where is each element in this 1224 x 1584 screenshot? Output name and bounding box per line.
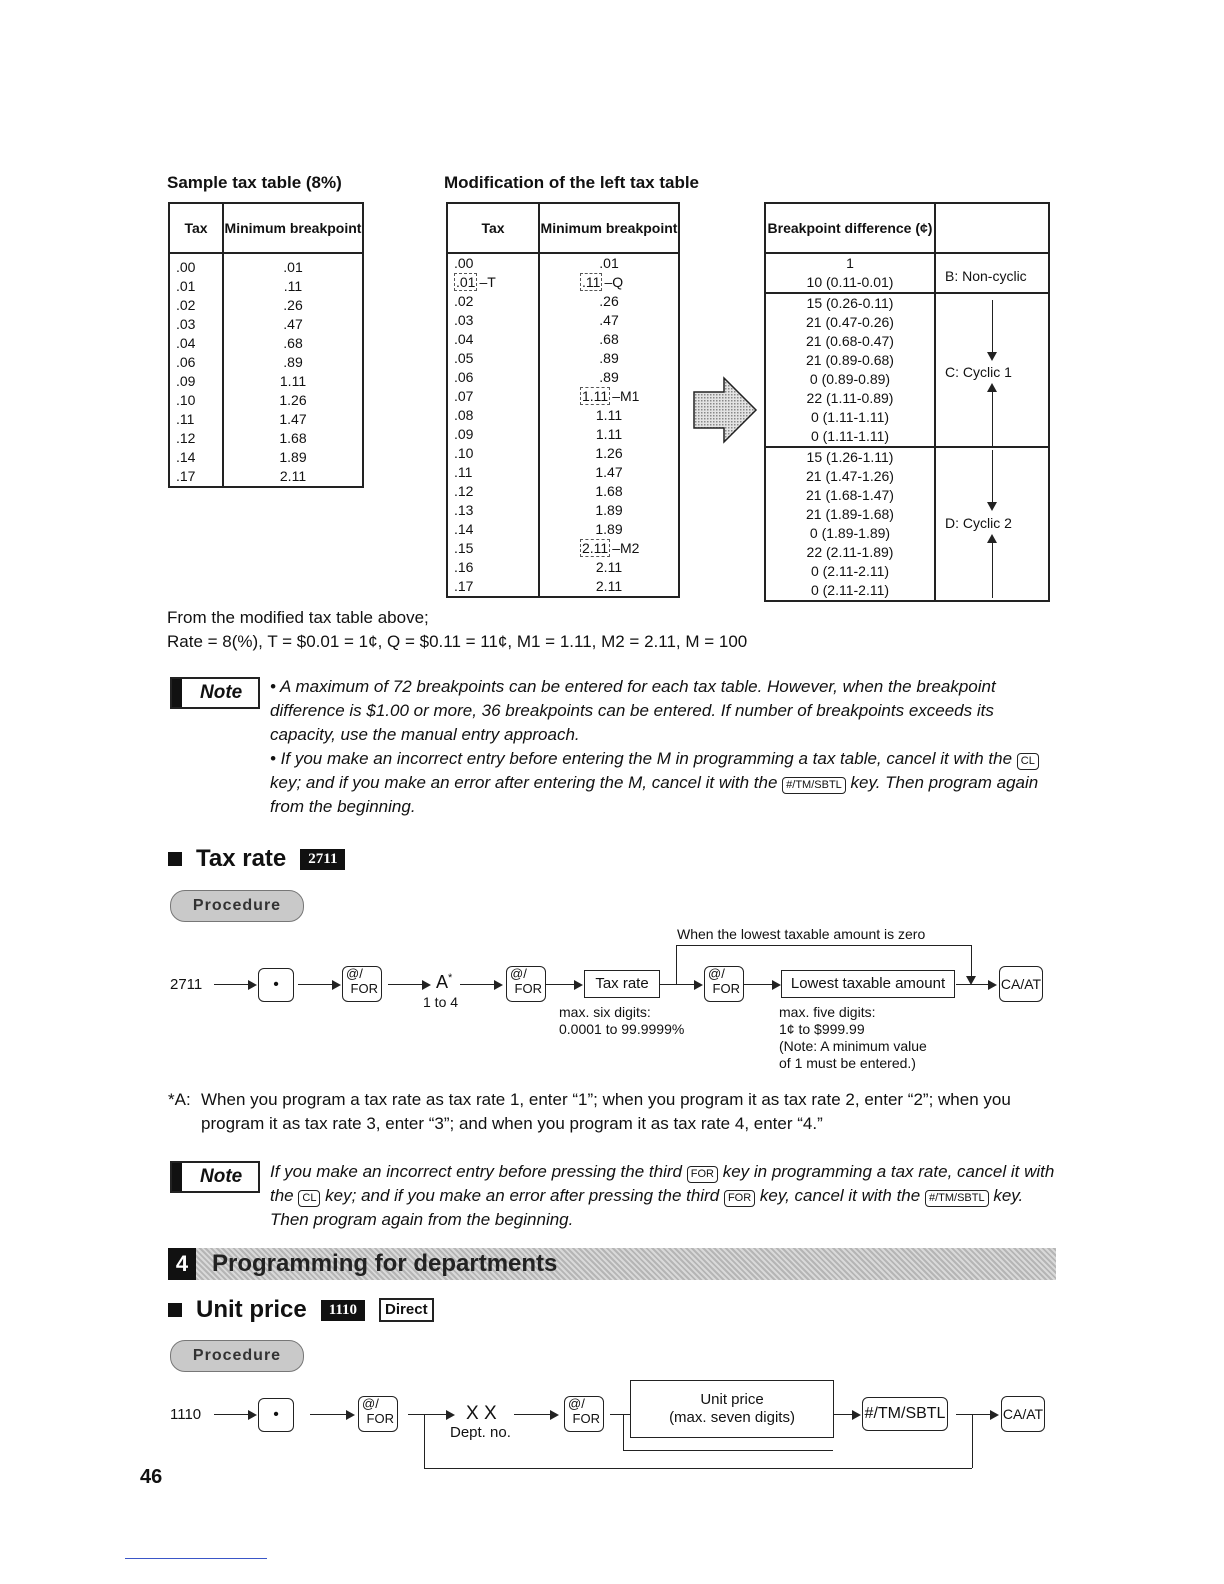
for-key: @/ FOR [704,966,744,1002]
tax-cell: .00 [447,253,539,273]
flow-start: 1110 [170,1406,202,1423]
table-row [447,463,679,482]
table-row [765,447,1049,467]
table-row [447,444,679,463]
table-row [169,429,363,448]
arrow-down-icon [987,352,997,361]
summary-line-2: Rate = 8(%), T = $0.01 = 1¢, Q = $0.11 = 11¢, M1 = 1.11, M2 = 2.11, M = 100 [167,632,748,651]
dept-number-input: X X [466,1403,497,1424]
tax-cell: .13 [447,501,539,520]
breakpoint-cell: .01 [223,253,363,277]
breakpoint-cell: .26 [539,292,679,311]
summary [167,606,747,654]
col-group [935,203,1049,253]
lowest-caption: When the lowest taxable amount is zero [677,926,926,942]
note-1-bullet-2 [270,747,1060,819]
section-number: 4 [168,1248,196,1280]
difference-cell: 21 (0.47-0.26) [765,313,935,332]
table-row [765,332,1049,351]
breakpoint-cell: 1.26 [223,391,363,410]
difference-cell: 10 (0.11-0.01) [765,273,935,293]
lowest-taxable-note: max. five digits: 1¢ to $999.99 (Note: A minimum value of 1 must be entered.) [779,1004,927,1071]
breakpoint-cell: 1.11 –M1 [539,387,679,406]
tax-cell: .14 [169,448,223,467]
breakpoint-cell: .26 [223,296,363,315]
for-key: @/ FOR [358,1396,398,1432]
breakpoint-cell: .89 [223,353,363,372]
breakpoint-cell: .68 [223,334,363,353]
breakpoint-cell: 1.89 [223,448,363,467]
tax-cell: .12 [169,429,223,448]
table-row [447,349,679,368]
difference-cell: 0 (0.89-0.89) [765,370,935,389]
tax-cell: .10 [169,391,223,410]
tax-cell: .07 [447,387,539,406]
breakpoint-cell: .11 –Q [539,273,679,292]
difference-cell: 21 (0.89-0.68) [765,351,935,370]
difference-cell: 21 (1.47-1.26) [765,467,935,486]
difference-cell: 22 (1.11-0.89) [765,389,935,408]
summary-line-1: From the modified tax table above; [167,608,429,627]
marker-label: –T [479,274,496,290]
unit-price-title [168,1296,434,1324]
table-row [447,425,679,444]
table-row [169,315,363,334]
group-c-label: C: Cyclic 1 [945,364,1012,380]
mod-table-heading: Modification of the left tax table [444,173,700,192]
lowest-taxable-box: Lowest taxable amount [781,970,955,998]
tax-cell: .11 [447,463,539,482]
tm-sbtl-key: #/TM/SBTL [862,1397,948,1431]
unit-price-heading: Unit price [196,1296,307,1323]
breakpoint-cell: 2.11 [223,467,363,487]
flow-start: 2711 [170,976,203,993]
dept-number-label: Dept. no. [450,1424,511,1441]
table-row [447,311,679,330]
breakpoint-cell: .11 [223,277,363,296]
table-row [447,387,679,406]
tax-cell: .03 [169,315,223,334]
group-c-arrow-line [992,392,993,446]
breakpoint-cell: 1.89 [539,520,679,539]
footnote-rule [125,1558,267,1559]
group-d-arrow-line [992,543,993,598]
procedure-badge: Procedure [170,1340,304,1372]
col-tax: Tax [447,203,539,253]
tax-rate-title [168,845,345,873]
tax-rate-note: max. six digits: 0.0001 to 99.9999% [559,1004,685,1037]
marker-label: –Q [604,274,624,290]
table-row [169,372,363,391]
note-label: Note [200,682,243,703]
marker-label: –M1 [612,388,640,404]
tax-cell: .06 [447,368,539,387]
table-row [447,406,679,425]
table-row [447,539,679,558]
tax-cell: .17 [169,467,223,487]
difference-cell: 15 (0.26-0.11) [765,293,935,313]
table-row [765,408,1049,427]
difference-cell: 21 (1.68-1.47) [765,486,935,505]
breakpoint-cell: 1.89 [539,501,679,520]
table-row [765,389,1049,408]
table-row [169,353,363,372]
table-row [169,253,363,277]
breakpoint-cell: 1.47 [223,410,363,429]
bullet-square-icon [168,852,182,866]
breakpoint-difference-table [764,202,1050,602]
note-badge [170,677,260,709]
for-key: @/ FOR [342,966,382,1002]
for-key: @/ FOR [564,1396,604,1432]
breakpoint-cell: 1.11 [539,406,679,425]
tax-cell: .05 [447,349,539,368]
difference-cell: 0 (2.11-2.11) [765,562,935,581]
tax-cell: .02 [169,296,223,315]
difference-cell: 21 (0.68-0.47) [765,332,935,351]
a-range: 1 to 4 [423,994,459,1010]
marker-label: –M2 [612,540,640,556]
table-row [765,467,1049,486]
difference-cell: 0 (2.11-2.11) [765,581,935,601]
table-row [447,368,679,387]
note-1-text: key; and if you make an error after entering the M, cancel it with the [270,773,778,792]
table-row [169,448,363,467]
tax-cell: .01 –T [447,273,539,292]
tax-cell: .17 [447,577,539,597]
a-input: A* [436,972,453,992]
ca-at-key: CA/AT [1001,1396,1045,1432]
point-key: • [258,1398,294,1432]
modified-tax-table [446,202,680,598]
difference-cell: 1 [765,253,935,273]
unit-price-box: Unit price (max. seven digits) [630,1380,834,1438]
breakpoint-cell: 2.11 [539,558,679,577]
cl-key: CL [1017,753,1039,770]
table-row [169,391,363,410]
col-min-breakpoint: Minimum breakpoint [223,203,363,253]
job-code-badge: 1110 [321,1300,365,1321]
difference-cell: 21 (1.89-1.68) [765,505,935,524]
tax-cell: .08 [447,406,539,425]
difference-cell: 0 (1.89-1.89) [765,524,935,543]
for-key: @/ FOR [506,966,546,1002]
table-row [765,293,1049,313]
breakpoint-cell: .89 [539,368,679,387]
breakpoint-cell: .68 [539,330,679,349]
tax-cell: .16 [447,558,539,577]
table-row [765,562,1049,581]
point-key: • [258,968,294,1002]
tax-cell: .11 [169,410,223,429]
table-row [447,520,679,539]
table-row [765,581,1049,601]
tax-cell: .10 [447,444,539,463]
tax-cell: .01 [169,277,223,296]
table-row [447,558,679,577]
arrow-up-icon [987,534,997,543]
table-row [447,253,679,273]
note-1-text: key. Then program again from the beginning. [270,773,1039,816]
col-tax: Tax [169,203,223,253]
note-badge: Note [170,1161,260,1193]
breakpoint-cell: .01 [539,253,679,273]
section-title: Programming for departments [212,1250,558,1277]
group-b-label: B: Non-cyclic [945,268,1027,284]
breakpoint-cell: 2.11 –M2 [539,539,679,558]
table-row [765,427,1049,447]
breakpoint-cell: .47 [223,315,363,334]
note-1-text: • If you make an incorrect entry before entering the M in programming a tax table, cancel it with the [270,749,1013,768]
group-d-label: D: Cyclic 2 [945,515,1012,531]
bullet-square-icon [168,1303,182,1317]
table-row [169,334,363,353]
difference-cell: 15 (1.26-1.11) [765,447,935,467]
table-row [765,486,1049,505]
table-row [447,501,679,520]
table-row [447,330,679,349]
breakpoint-cell: 1.68 [539,482,679,501]
procedure-badge: Procedure [170,890,304,922]
col-breakpoint-difference: Breakpoint difference (¢) [765,203,935,253]
table-row [447,273,679,292]
difference-cell: 0 (1.11-1.11) [765,408,935,427]
tax-cell: .02 [447,292,539,311]
breakpoint-cell: 1.26 [539,444,679,463]
tax-cell: .14 [447,520,539,539]
arrow-up-icon [987,383,997,392]
tax-cell: .00 [169,253,223,277]
table-row [169,410,363,429]
section-4-banner [168,1248,1056,1280]
table-row [765,543,1049,562]
breakpoint-cell: .89 [539,349,679,368]
breakpoint-cell: .47 [539,311,679,330]
table-row [169,277,363,296]
breakpoint-cell: 1.68 [223,429,363,448]
footnote-text: When you program a tax rate as tax rate 1, enter “1”; when you program it as tax rate 2, enter “2”; when you program it as tax rate 3, enter “3”; and when you program it as tax rate 4, enter “4.” [201,1090,1011,1133]
tax-cell: .09 [447,425,539,444]
breakpoint-cell: 1.11 [223,372,363,391]
table-row [169,467,363,487]
note-2-body: If you make an incorrect entry before pressing the third FOR key in programming a tax rate, cancel it with the CL key; and if you make an error after pressing the third FOR key, cancel it with the #/TM/SBTL key. Then program again from the beginning. [270,1162,1055,1229]
tax-cell: .04 [169,334,223,353]
group-c-arrow-line [992,300,993,352]
footnote: *A: When you program a tax rate as tax rate 1, enter “1”; when you program it as tax rate 2, enter “2”; when you program it as tax rate 3, enter “3”; and when you program it as tax rate 4, enter “4.” [168,1088,1068,1136]
tm-sbtl-key: #/TM/SBTL [782,777,846,794]
tax-cell: .15 [447,539,539,558]
for-key: FOR [687,1166,718,1183]
job-code-badge: 2711 [300,849,345,870]
breakpoint-cell: 2.11 [539,577,679,597]
page-number: 46 [140,1466,163,1488]
direct-badge: Direct [379,1298,434,1322]
for-key: FOR [724,1190,755,1207]
group-d-arrow-line [992,450,993,502]
tax-rate-box: Tax rate [584,970,660,998]
sample-tax-table [168,202,364,488]
table-row [447,482,679,501]
note-1-bullet-1: • A maximum of 72 breakpoints can be entered for each tax table. However, when the breakpoint difference is $1.00 or more, 36 breakpoints can be entered. If number of breakpoints exceeds its capacity, use the manual entry approach. [270,677,996,744]
tax-cell: .12 [447,482,539,501]
tax-cell: .06 [169,353,223,372]
tax-cell: .09 [169,372,223,391]
table-row [765,313,1049,332]
tax-rate-heading: Tax rate [196,845,287,872]
arrow-down-icon [987,502,997,511]
tm-sbtl-key: #/TM/SBTL [925,1190,989,1207]
left-table-heading: Sample tax table (8%) [167,173,342,192]
table-row [447,292,679,311]
breakpoint-cell: 1.11 [539,425,679,444]
col-min-breakpoint: Minimum breakpoint [539,203,679,253]
note-1-body [270,675,1060,819]
tax-cell: .03 [447,311,539,330]
table-row [447,577,679,597]
cl-key: CL [298,1190,320,1207]
tax-cell: .04 [447,330,539,349]
breakpoint-cell: 1.47 [539,463,679,482]
table-row [169,296,363,315]
difference-cell: 22 (2.11-1.89) [765,543,935,562]
ca-at-key: CA/AT [999,966,1043,1002]
difference-cell: 0 (1.11-1.11) [765,427,935,447]
big-right-arrow-icon [692,376,758,444]
